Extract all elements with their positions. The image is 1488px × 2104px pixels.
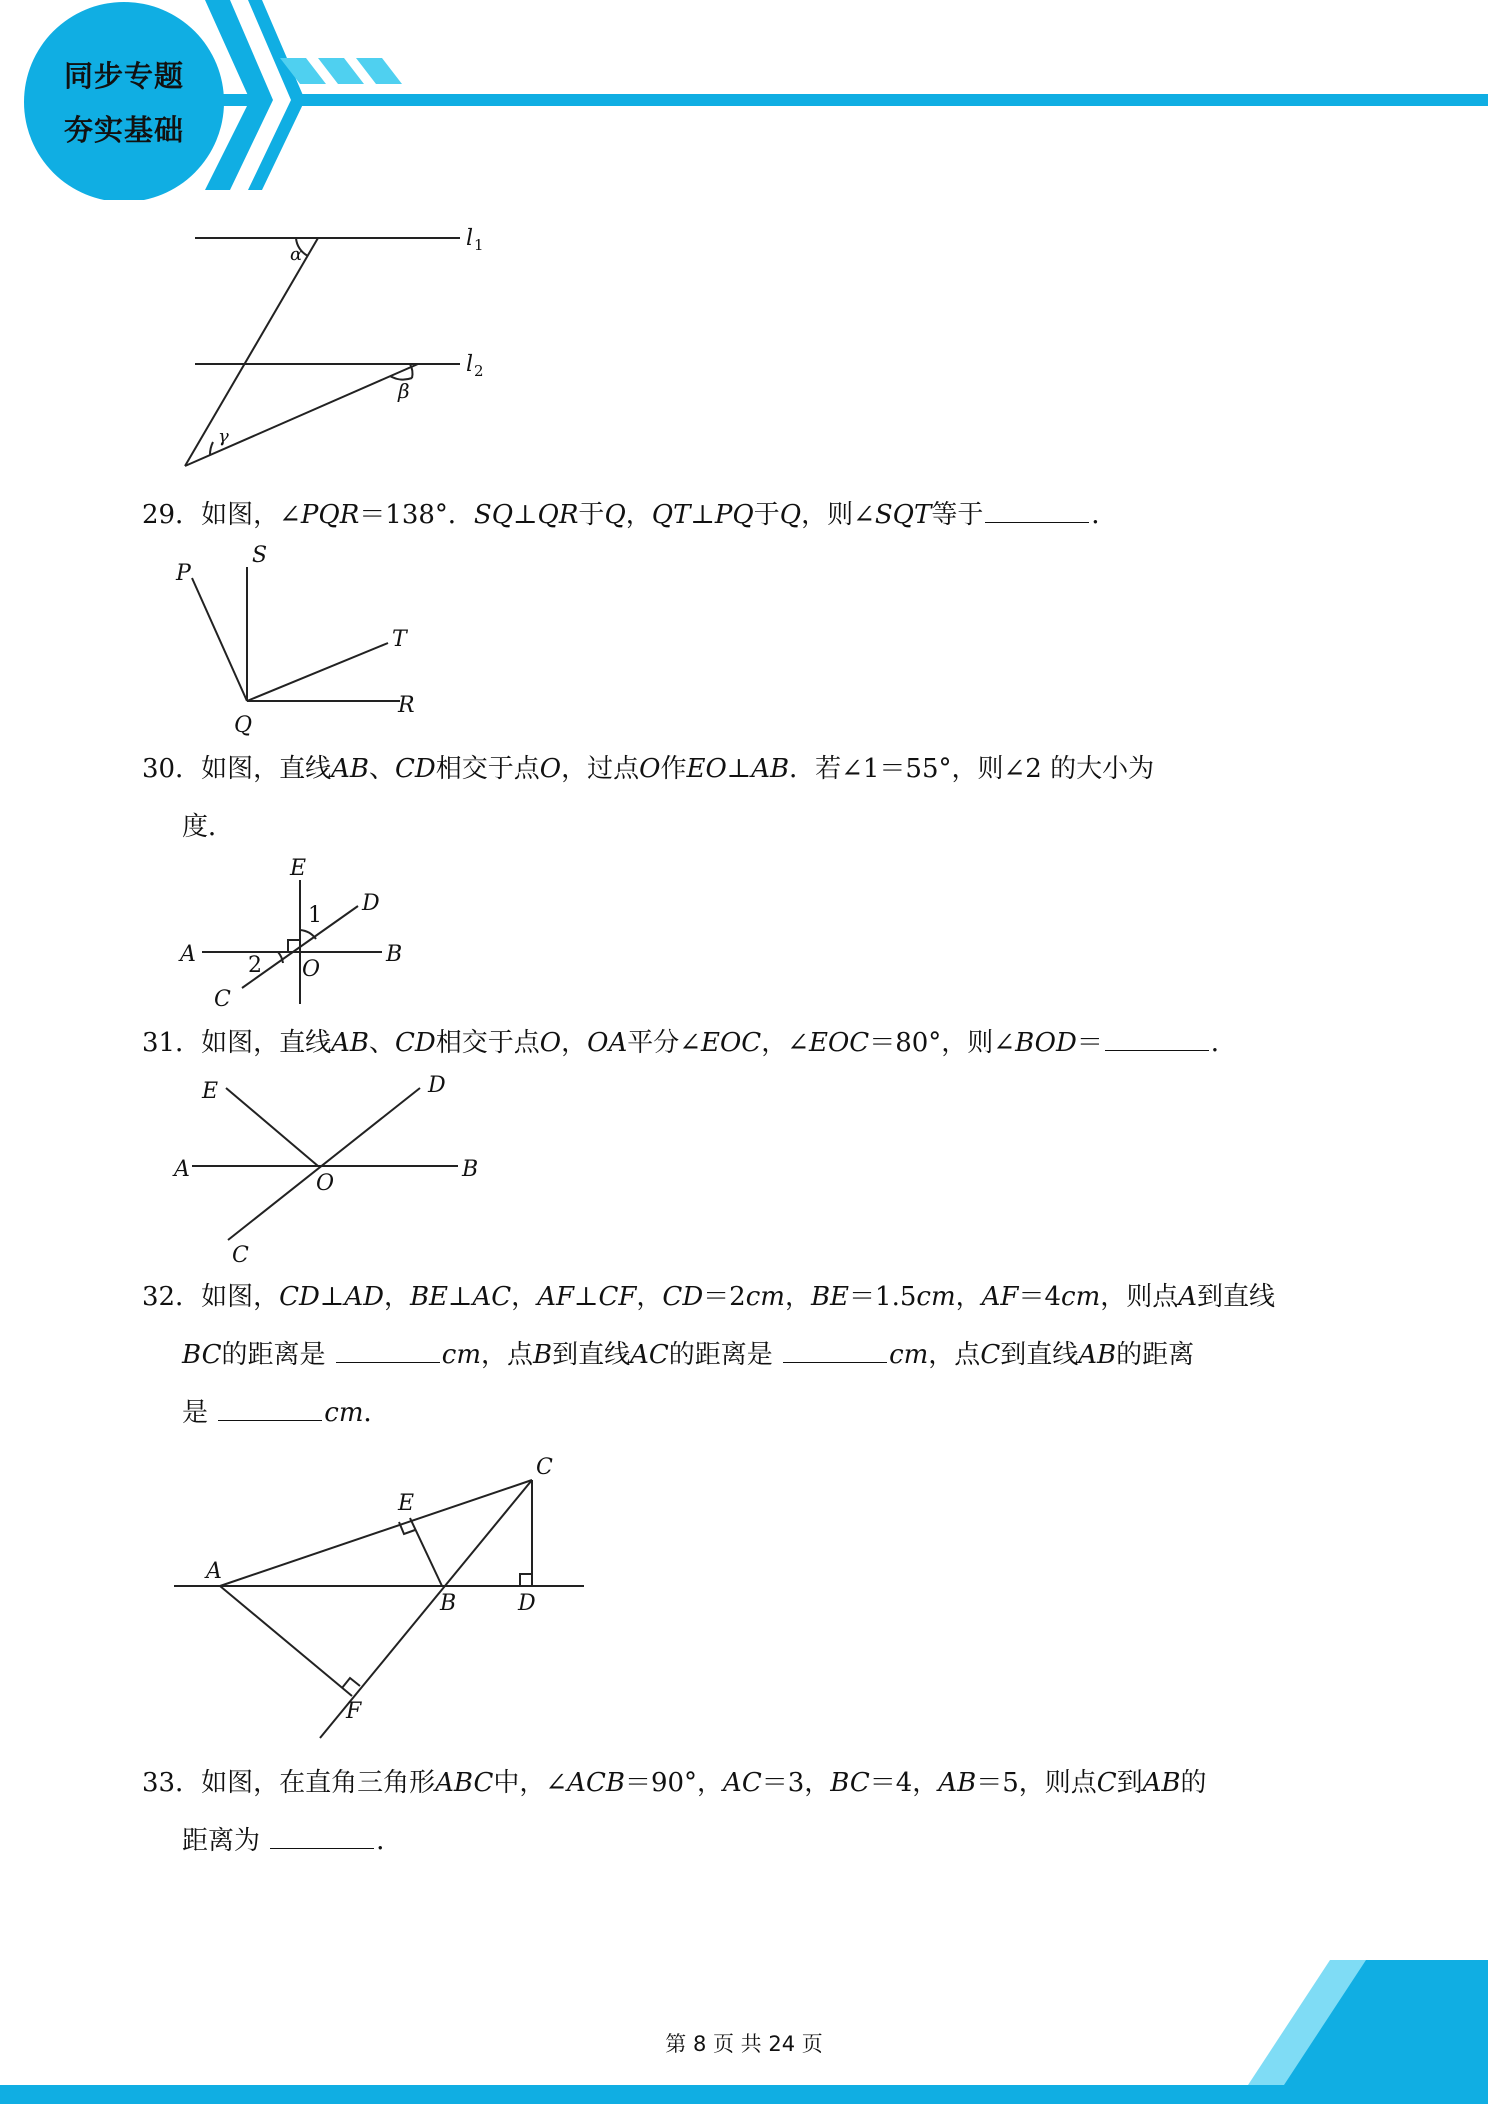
q29-number: 29． bbox=[142, 500, 202, 530]
ray-QP bbox=[192, 578, 247, 701]
ray-OE bbox=[226, 1088, 318, 1166]
question-33: 33．如图，在直角三角形ABC中，∠ACB＝90°，AC＝3，BC＝4，AB＝5，则点C到AB的 bbox=[142, 1768, 1207, 1798]
segment-AF bbox=[220, 1586, 352, 1696]
label-E: E bbox=[398, 1491, 415, 1516]
label-C: C bbox=[232, 1243, 249, 1268]
figure-q30 bbox=[170, 850, 430, 1020]
label-B: B bbox=[462, 1157, 479, 1182]
label-B: B bbox=[386, 942, 403, 967]
q32-blank-3[interactable] bbox=[218, 1419, 322, 1421]
question-29: 29．如图，∠PQR＝138°．SQ⊥QR于Q，QT⊥PQ于Q，则∠SQT等于 ． bbox=[142, 500, 1118, 530]
header-bar bbox=[220, 94, 1488, 106]
header-banner bbox=[0, 0, 1488, 200]
q32-number: 32． bbox=[142, 1282, 202, 1312]
header-stripe-3 bbox=[356, 58, 402, 84]
label-angle-1: 1 bbox=[308, 903, 322, 928]
figure-q32 bbox=[170, 1448, 610, 1748]
header-badge-circle bbox=[24, 2, 224, 200]
question-32-line-3: 是 cm． bbox=[182, 1398, 390, 1428]
label-A: A bbox=[174, 1157, 190, 1182]
label-l2: l bbox=[466, 352, 474, 377]
q31-number: 31． bbox=[142, 1028, 202, 1058]
label-O: O bbox=[302, 957, 321, 982]
label-angle-2: 2 bbox=[248, 953, 262, 978]
question-32: 32．如图，CD⊥AD，BE⊥AC，AF⊥CF，CD＝2cm，BE＝1.5cm，AF＝4cm，则点A到直线 bbox=[142, 1282, 1276, 1312]
figure-q29 bbox=[170, 540, 430, 740]
question-30: 30．如图，直线AB、CD相交于点O，过点O作EO⊥AB．若∠1＝55°，则∠2 的大小为 bbox=[142, 754, 1155, 784]
label-S: S bbox=[252, 543, 268, 568]
label-E: E bbox=[290, 856, 307, 881]
footer-bar bbox=[0, 2085, 1488, 2104]
label-E: E bbox=[202, 1079, 219, 1104]
q32-blank-1[interactable] bbox=[336, 1361, 440, 1363]
q32-blank-2[interactable] bbox=[783, 1361, 887, 1363]
label-D: D bbox=[428, 1073, 446, 1098]
segment-AC bbox=[220, 1480, 532, 1586]
question-33-line-2: 距离为 ． bbox=[182, 1826, 403, 1856]
line-CD bbox=[228, 1088, 420, 1240]
label-T: T bbox=[392, 627, 407, 652]
ray-QT bbox=[247, 643, 388, 701]
right-angle-F bbox=[342, 1678, 360, 1688]
question-30-line-2: 度． bbox=[182, 812, 235, 842]
label-l2-sub: 2 bbox=[474, 362, 484, 380]
label-F: F bbox=[346, 1699, 362, 1724]
label-A: A bbox=[206, 1559, 222, 1584]
q30-number: 30． bbox=[142, 754, 202, 784]
page-number: 第 8 页 共 24 页 bbox=[665, 2032, 823, 2056]
right-angle-D bbox=[520, 1574, 532, 1586]
label-l1: l bbox=[466, 226, 474, 251]
figure-parallel-lines bbox=[170, 220, 500, 480]
badge-line-2: 夯实基础 bbox=[63, 113, 184, 147]
label-B: B bbox=[440, 1591, 457, 1616]
label-C: C bbox=[214, 987, 231, 1012]
question-32-line-2: BC的距离是 cm，点B到直线AC的距离是 cm，点C到直线AB的距离 bbox=[182, 1340, 1195, 1370]
label-l1-sub: 1 bbox=[474, 236, 484, 254]
label-alpha: α bbox=[290, 244, 303, 265]
label-gamma: γ bbox=[218, 426, 229, 447]
label-P: P bbox=[176, 561, 191, 586]
label-D: D bbox=[362, 891, 380, 916]
label-D: D bbox=[518, 1591, 536, 1616]
label-O: O bbox=[316, 1171, 335, 1196]
q31-answer-blank[interactable] bbox=[1105, 1049, 1209, 1051]
transversal bbox=[185, 238, 318, 466]
q29-answer-blank[interactable] bbox=[985, 521, 1089, 523]
slant-line bbox=[185, 364, 418, 466]
label-Q: Q bbox=[234, 713, 253, 738]
question-31: 31．如图，直线AB、CD相交于点O，OA平分∠EOC，∠EOC＝80°，则∠BOD＝ ． bbox=[142, 1028, 1237, 1058]
header-stripe-2 bbox=[318, 58, 364, 84]
label-R: R bbox=[398, 693, 415, 718]
label-beta: β bbox=[398, 379, 410, 403]
badge-line-1: 同步专题 bbox=[63, 59, 184, 93]
label-C: C bbox=[536, 1455, 553, 1480]
q33-answer-blank[interactable] bbox=[270, 1847, 374, 1849]
figure-q31 bbox=[170, 1068, 490, 1268]
segment-BE bbox=[410, 1518, 442, 1586]
label-A: A bbox=[180, 942, 196, 967]
q33-number: 33． bbox=[142, 1768, 202, 1798]
